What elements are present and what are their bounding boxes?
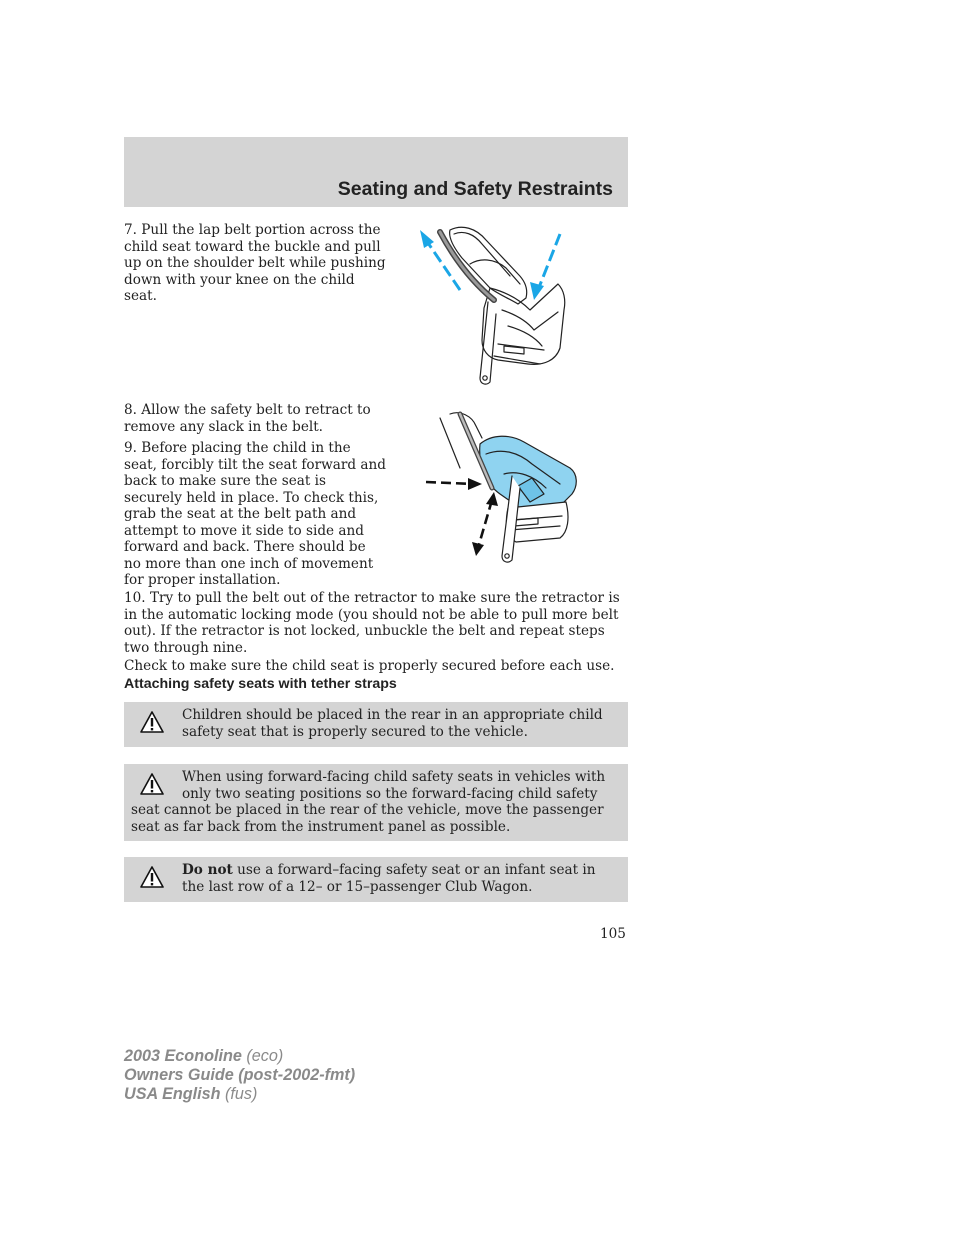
footer-line-2: Owners Guide (post-2002-fmt) xyxy=(124,1065,356,1084)
section-heading: Attaching safety seats with tether straps xyxy=(124,676,397,692)
footer-line-3 xyxy=(124,1085,355,1104)
document-footer xyxy=(124,1047,355,1103)
section-title: Seating and Safety Restraints xyxy=(337,178,613,200)
step-8-text: 8. Allow the safety belt to retract to remove any slack in the belt. xyxy=(124,402,371,435)
warning-box-1 xyxy=(124,702,628,747)
steps-8-9-block xyxy=(124,402,386,594)
footer-language: USA English xyxy=(124,1084,221,1103)
warning-triangle-icon xyxy=(140,772,164,796)
child-seat-belt-tighten-illustration xyxy=(410,218,580,390)
warning-box-3 xyxy=(124,857,628,902)
warning-box-2 xyxy=(124,764,628,841)
section-header-band xyxy=(124,137,628,207)
warning-1-text: Children should be placed in the rear in an appropriate child safety seat that is properly secured to the vehicle. xyxy=(182,707,603,740)
warning-3-text xyxy=(131,862,620,895)
step-9-text: 9. Before placing the child in the seat, forcibly tilt the seat forward and back to make sure the seat is securely held in place. To check this, grab the seat at the belt path and attempt to move it side to side and forward and back. There should be no more than one inch of movement for proper installation. xyxy=(124,440,386,588)
page-number: 105 xyxy=(600,926,626,942)
footer-line-1 xyxy=(124,1047,355,1066)
step-7-text: 7. Pull the lap belt portion across the child seat toward the buckle and pull up on the shoulder belt while pushing down with your knee on the child seat. xyxy=(124,222,386,304)
warning-3-rest: use a forward–facing safety seat or an infant seat in the last row of a 12– or 15–passenger Club Wagon. xyxy=(182,862,596,895)
child-seat-movement-check-illustration xyxy=(420,408,585,568)
step-10-block xyxy=(124,590,628,680)
warning-triangle-icon xyxy=(140,865,164,889)
step-10-text: 10. Try to pull the belt out of the retractor to make sure the retractor is in the automatic locking mode (you should not be able to pull more belt out). If the retractor is not locked, unbuckle the belt and repeat steps two through nine. xyxy=(124,590,620,656)
check-text: Check to make sure the child seat is properly secured before each use. xyxy=(124,658,615,674)
warning-2-text: When using forward-facing child safety seats in vehicles with only two seating positions so the forward-facing child safety seat cannot be placed in the rear of the vehicle, move the passenger seat as far back from the instrument panel as possible. xyxy=(131,769,606,835)
footer-model: 2003 Econoline xyxy=(124,1047,242,1065)
footer-language-code: (fus) xyxy=(220,1084,258,1103)
footer-model-code: (eco) xyxy=(241,1047,284,1065)
warning-3-bold: Do not xyxy=(182,862,233,878)
warning-triangle-icon xyxy=(140,710,164,734)
